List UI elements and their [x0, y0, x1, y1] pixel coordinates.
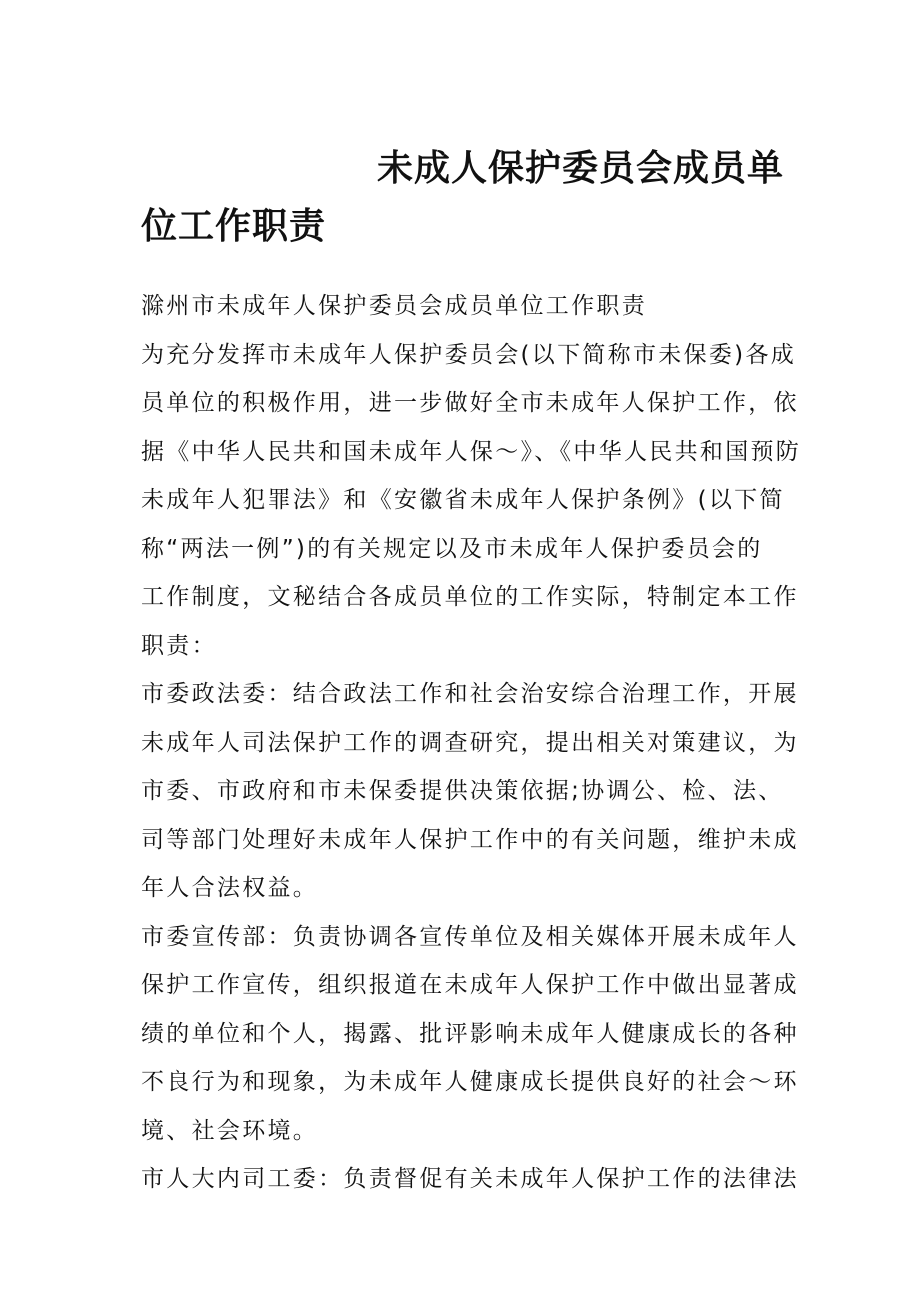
text-line: 保护工作宣传，组织报道在未成年人保护工作中做出显著成 [141, 972, 799, 998]
text-line: 滁州市未成年人保护委员会成员单位工作职责 [141, 293, 647, 319]
text-line: 称“两法一例”)的有关规定以及市未成年人保护委员会的 [141, 535, 763, 562]
text-line: 为充分发挥市未成年人保护委员会(以下简称市未保委)各成 [141, 341, 797, 368]
text-line: 不良行为和现象，为未成年人健康成长提供良好的社会～环 [141, 1069, 799, 1095]
text-line: 职责： [141, 632, 217, 659]
text-line: 据《中华人民共和国未成年人保～》、《中华人民共和国预防 [141, 438, 802, 465]
document-body [141, 282, 802, 1204]
text-line: 年人合法权益。 [141, 875, 319, 901]
text-line: 市人大内司工委：负责督促有关未成年人保护工作的法律法 [141, 1166, 799, 1192]
document-title [141, 140, 791, 256]
text-line: 司等部门处理好未成年人保护工作中的有关问题，维护未成 [141, 826, 799, 853]
text-line: 绩的单位和个人，揭露、批评影响未成年人健康成长的各种 [141, 1020, 799, 1047]
text-line: 员单位的积极作用，进一步做好全市未成年人保护工作，依 [141, 390, 799, 416]
text-line: 未成年人犯罪法》和《安徽省未成年人保护条例》(以下简 [141, 487, 785, 513]
text-line: 市委、市政府和市未保委提供决策依据;协调公、检、法、 [141, 778, 784, 804]
text-line: 工作制度，文秘结合各成员单位的工作实际，特制定本工作 [141, 584, 799, 610]
text-line: 市委政法委：结合政法工作和社会治安综合治理工作，开展 [141, 681, 799, 707]
text-line: 未成年人司法保护工作的调查研究，提出相关对策建议，为 [141, 729, 799, 756]
title-line: 位工作职责 [141, 206, 327, 247]
title-line: 未成人保护委员会成员单 [377, 148, 785, 189]
text-line: 境、社会环境。 [141, 1117, 319, 1144]
text-line: 市委宣传部：负责协调各宣传单位及相关媒体开展未成年人 [141, 923, 799, 950]
